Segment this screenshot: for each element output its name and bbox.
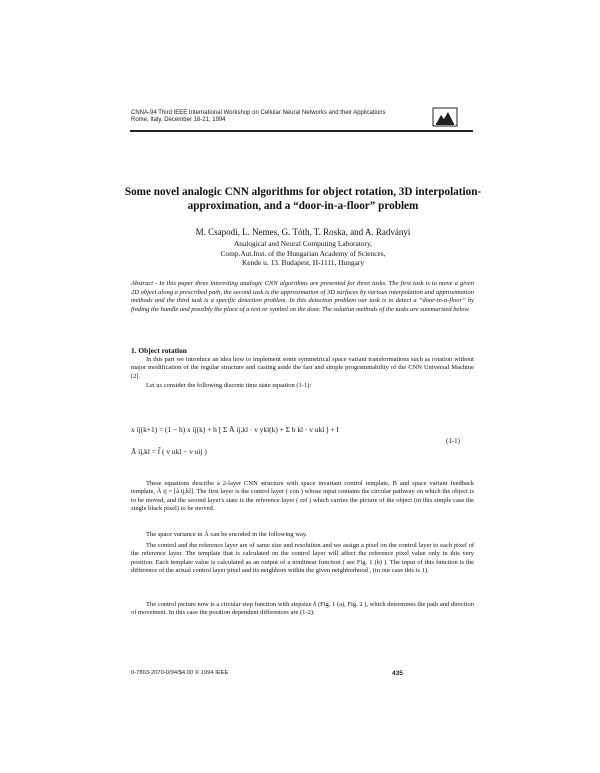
- equation-2: Ã ij,kl = f̂ ( v ukl − v uij ): [131, 447, 207, 456]
- affiliation-line-3: Kende u. 13. Budapest, H-1111, Hungary: [241, 258, 365, 268]
- affiliation: [120, 239, 486, 268]
- section-heading: 1. Object rotation: [131, 346, 187, 355]
- header-rule: [130, 130, 473, 132]
- paper-title: Some novel analogic CNN algorithms for object rotation, 3D interpolation-approximation, and a “door-in-a-floor” problem: [124, 186, 482, 212]
- equation-1: x ij(k+1) = (1 − h) x ij(k) + h [ Σ Ã ij,kl · v ykl(k) + Σ b kl · v ukl ] + I: [131, 425, 339, 434]
- affiliation-line-2: Comp.Aut.Inst. of the Hungarian Academy of Sciences,: [220, 248, 386, 258]
- equation-number: (1-1): [446, 437, 460, 445]
- paragraph-6: The control picture now is a circular step function with stepsize δ (Fig. 1 (a), Fig. 2 ), which determines the path and direction of movement. In this case the position dependent differences are (1-2):: [131, 601, 474, 617]
- page-number: 435: [392, 670, 403, 677]
- affiliation-line-1: Analogical and Neural Computing Laboratory,: [233, 239, 373, 248]
- paragraph-4: The space variance in Ã can be encoded in the following way.: [146, 531, 308, 538]
- paragraph-2: Let us consider the following discrete time state equation (1-1):: [146, 382, 312, 389]
- paragraph-1: In this part we introduce an idea how to implement some symmetrical space variant transformations such as rotation without major modification of the regular structure and casting aside the fast and simple programmability of the CNN Universal Machine [2].: [131, 356, 474, 380]
- paragraph-3: These equations describe a 2-layer CNN structure with space invariant control template, B and space variant feedback template, Ã ij = [ã ij,kl]. The first layer is the control layer ( con ) whose input contains the circular pathway on which the object is to be moved, and the second layer's state is the reference layer ( ref ) which carries the picture of the object (in this simple case the single black pixel) to be moved.: [131, 480, 474, 513]
- abstract: [131, 280, 474, 315]
- abstract-text: - In this paper three interesting analogic CNN algorithms are presented for three tasks. The first task is to move a given 2D object along a prescribed path, the second task is the approximation of 3D surfaces by various interpolation and approximation methods and the third task is a specific detection problem. In this detection problem our task is to detect a “door-in-a-floor” by finding the handle and possibly the place of a text or symbol on the door. The solution methods of the tasks are summarized below.: [131, 280, 474, 314]
- conference-logo-icon: [432, 106, 458, 128]
- conference-line: CNNA-94 Third IEEE International Workshop on Cellular Neural Networks and their Applications: [131, 110, 386, 116]
- conference-location: Rome, Italy, December 18-21, 1994: [131, 117, 226, 123]
- footer-isbn: 0-7803-2070-0/94/$4.00 © 1994 IEEE: [131, 670, 229, 676]
- abstract-label: Abstract: [131, 280, 154, 287]
- authors: M. Csapodi, L. Nemes, G. Tóth, T. Roska, and A. Radványi: [195, 227, 411, 237]
- paragraph-5: The control and the reference layer are of same size and resolution and we assign a pixel on the control layer to each pixel of the reference layer. The template that is calculated on the control layer will affect the reference pixel value only in this very position. Each template value is calculated as an output of a nonlinear function ( see Fig. 1 (b) ). The input of this function is the difference of the actual control layer pixel and its neighbors within the given neighborhood , (in our case this is 1).: [131, 542, 474, 575]
- conference-header: [131, 110, 476, 124]
